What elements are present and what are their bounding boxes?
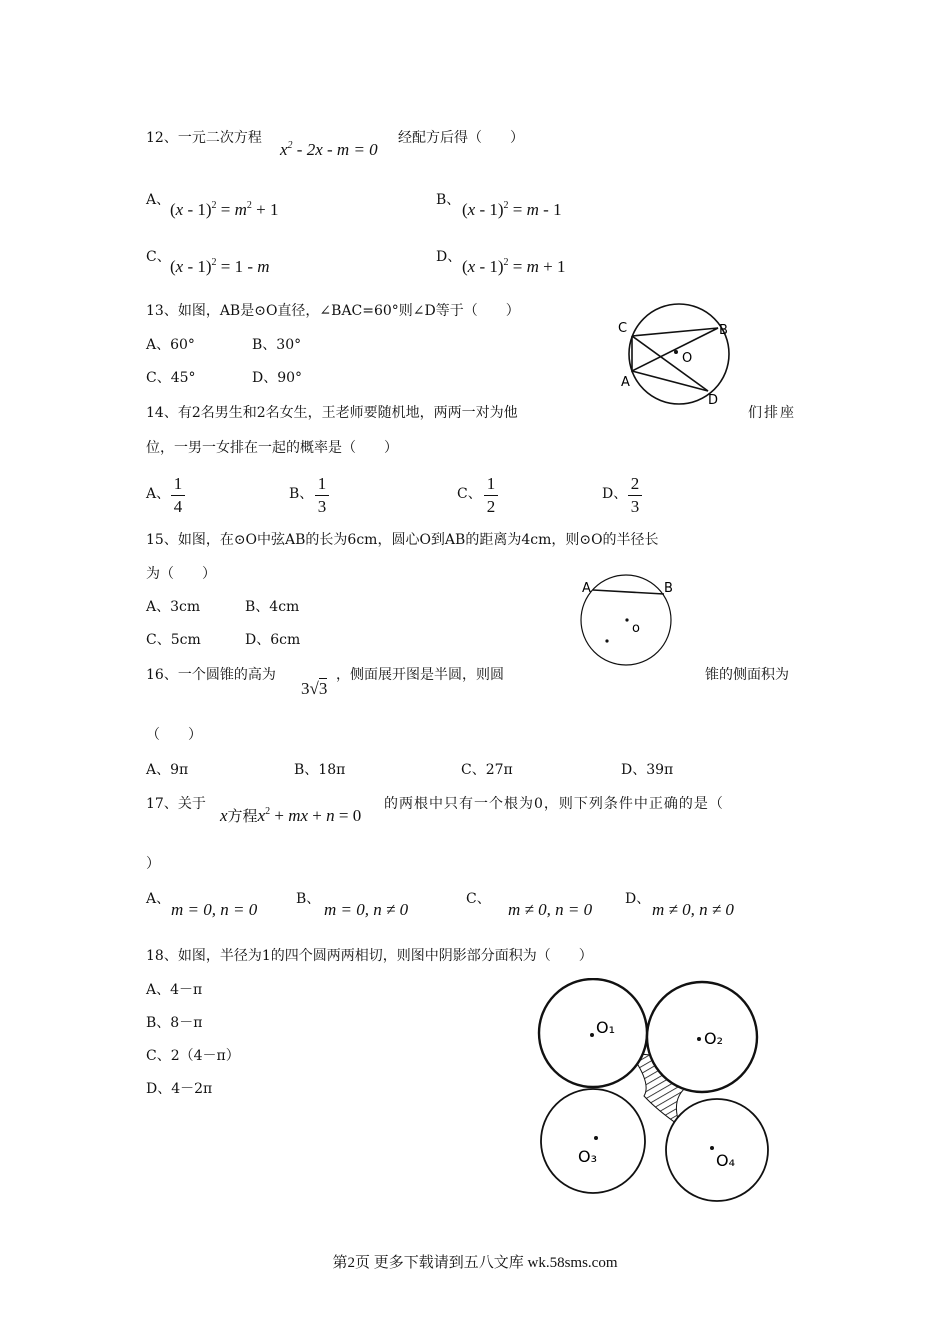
- q13-label-a: A: [621, 375, 630, 390]
- q12-option-c-letter: C、: [146, 249, 171, 265]
- q15-label-a: A: [582, 581, 591, 596]
- q12-option-a: $(x - 1)^2 = m^2 + 1$: [170, 200, 279, 219]
- q15-circle-figure: [572, 572, 692, 672]
- q13-label-o: O: [682, 351, 693, 366]
- q15-line2: 为（ ）: [146, 566, 216, 582]
- q14-option-b-letter: B、: [289, 486, 314, 502]
- q12-option-b-letter: B、: [436, 192, 461, 208]
- q14-line2: 位，一男一女排在一起的概率是（ ）: [146, 440, 398, 456]
- q16-option-d: D、39π: [621, 762, 674, 778]
- q14-option-c-fraction: 1 2: [483, 475, 499, 516]
- q17-paren-close: ）: [146, 856, 160, 872]
- q12-option-d: (x - 1)$^2$ = m + 1: [462, 257, 566, 276]
- q17-tail: 的两根中只有一个根为0，则下列条件中正确的是（: [384, 796, 724, 812]
- q14-option-a-fraction: 1 4: [170, 475, 186, 516]
- q13-option-a: A、60°: [146, 337, 195, 353]
- q13-label-c: C: [618, 321, 628, 336]
- q17-option-b: m = 0, n ≠ 0: [324, 900, 409, 919]
- q15-option-b: B、4cm: [245, 599, 300, 615]
- q18-option-b: B、8－π: [146, 1015, 203, 1031]
- q15-label-o: o: [632, 621, 640, 636]
- q18-option-c: C、2（4－π）: [146, 1048, 240, 1064]
- q18-label-o4: O₄: [716, 1151, 736, 1170]
- q18-option-d: D、4－2π: [146, 1081, 213, 1097]
- q12-option-c: (x - 1)$^2$ = 1 - m: [170, 257, 270, 276]
- q17-option-b-letter: B、: [296, 891, 321, 907]
- q17-option-d-letter: D、: [625, 891, 651, 907]
- q16-height: 3√3: [301, 679, 328, 698]
- q18-four-circles-figure: [530, 978, 780, 1206]
- q18-option-a: A、4－π: [146, 982, 203, 998]
- q13-option-c: C、45°: [146, 370, 196, 386]
- q13-label-d: D: [708, 393, 719, 408]
- q14-option-d-fraction: 2 3: [627, 475, 643, 516]
- q17-option-a: m = 0, n = 0: [171, 900, 258, 919]
- q15-option-c: C、5cm: [146, 632, 201, 648]
- q12-stem: 12、一元二次方程: [146, 130, 262, 146]
- q14-option-a-letter: A、: [146, 486, 171, 502]
- q18-stem: 18、如图，半径为1的四个圆两两相切，则图中阴影部分面积为（ ）: [146, 948, 593, 964]
- q16-mid: ，侧面展开图是半圆，则圆: [336, 667, 504, 683]
- q12-tail: 经配方后得（ ）: [398, 130, 524, 146]
- q16-stem: 16、一个圆锥的高为: [146, 667, 276, 683]
- q17-option-c-letter: C、: [466, 891, 491, 907]
- q13-circle-figure: [612, 300, 737, 410]
- q18-label-o3: O₃: [578, 1147, 598, 1166]
- q16-option-a: A、9π: [146, 762, 189, 778]
- q12-option-a-letter: A、: [146, 192, 171, 208]
- q17-stem: 17、关于: [146, 796, 206, 812]
- q15-line1: 15、如图，在⊙O中弦AB的长为6cm，圆心O到AB的距离为4cm，则⊙O的半径长: [146, 532, 659, 548]
- q13-label-b: B: [719, 323, 728, 338]
- q13-stem: 13、如图，AB是⊙O直径，∠BAC=60°则∠D等于（ ）: [146, 303, 520, 319]
- q12-equation: $x^2 - 2x - m = 0$: [280, 140, 378, 159]
- q16-tail: 锥的侧面积为: [705, 667, 789, 683]
- q12-option-b: (x - 1)$^2$ = m - 1: [462, 200, 562, 219]
- q17-option-c: m ≠ 0, n = 0: [508, 900, 593, 919]
- q12-option-d-letter: D、: [436, 249, 462, 265]
- q17-option-a-letter: A、: [146, 891, 171, 907]
- q14-line1: 14、有2名男生和2名女生，王老师要随机地，两两一对为他: [146, 405, 518, 421]
- q14-option-d-letter: D、: [602, 486, 628, 502]
- q14-option-c-letter: C、: [457, 486, 482, 502]
- q17-equation: x方程$x^2$ + mx + n = 0: [220, 806, 362, 825]
- q16-paren: （ ）: [146, 727, 202, 743]
- q15-option-d: D、6cm: [245, 632, 301, 648]
- q16-option-b: B、18π: [294, 762, 346, 778]
- q15-option-a: A、3cm: [146, 599, 201, 615]
- q16-option-c: C、27π: [461, 762, 513, 778]
- q14-option-b-fraction: 1 3: [314, 475, 330, 516]
- q13-option-d: D、90°: [252, 370, 303, 386]
- q18-label-o2: O₂: [704, 1029, 724, 1048]
- page-footer: 第2页 更多下载请到五八文库 wk.58sms.com: [332, 1255, 618, 1271]
- q13-option-b: B、30°: [252, 337, 302, 353]
- q17-option-d: m ≠ 0, n ≠ 0: [652, 900, 734, 919]
- q18-label-o1: O₁: [596, 1018, 616, 1037]
- q14-line1-tail: 们排座: [748, 405, 796, 421]
- q15-label-b: B: [664, 581, 673, 596]
